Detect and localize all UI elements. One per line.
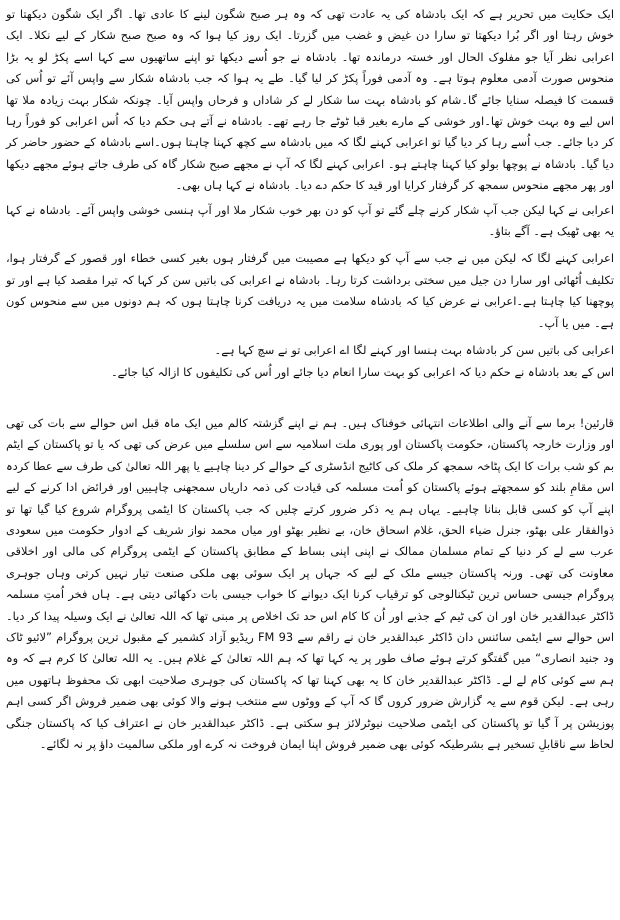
story-section — [6, 4, 614, 383]
section-gap — [6, 383, 614, 413]
story-paragraph-omen-reply: اعرابی نے کہا لیکن جب آپ شکار کرنے چلے گئے تو آپ کو دن بھر خوب شکار ملا اور آپ ہنسی خوشی واپس آئے۔ بادشاہ نے کہا یہ بھی ٹھیک ہے۔ آگے بتاؤ۔ — [6, 202, 614, 239]
column-paragraph-body: قارئین! برما سے آنے والی اطلاعات انتہائی خوفناک ہیں۔ ہم نے اپنے گزشتہ کالم میں ایک ماہ قبل اس حوالے سے بات کی تھی اور وزارت خارجہ پاکستان، حکومت پاکستان اور پوری ملت اسلامیہ سے اس سلسلے میں عرض کی تھی کہ یا تو پاکستان کے ایٹم بم کو شب برات کا ایک پٹاخہ سمجھ کر ملک کی کاٹیج انڈسٹری کے حوالے کر دینا چاہیے یا پھر اللہ تعالیٰ کی طرف سے عطا کردہ اس مقامِ بلند کو سمجھتے ہوئے پاکستان کو اُمت مسلمہ کی قیادت کی ذمہ داریاں سمجھنی چاہییں اور فرائض ادا کرنے کے لیے اپنے آپ کو کسی قابل بنانا چاہیے۔ یہاں ہم یہ ذکر ضرور کرتے چلیں کہ جب پاکستان کا ایٹمی پروگرام شروع کیا گیا تھا تو ذوالفقار علی بھٹو، جنرل ضیاء الحق، غلام اسحاق خان، بے نظیر بھٹو اور میاں محمد نواز شریف کے ادوار حکومت میں سعودی عرب سے لے کر دنیا کے تمام مسلمان ممالک نے اپنی اپنی بساط کے مطابق پاکستان کے ایٹمی پروگرام کی مالی اور اخلاقی معاونت کی تھی۔ ورنہ پاکستان جیسے ملک کے لیے کہ جہاں پر ایک سوئی بھی ملکی صنعت تیار نہیں کرتی وہاں جوہری پروگرام جیسی حساس ترین ٹیکنالوجی کو ترقیاب کرنا ایک دیوانے کا خواب جیسی بات دکھائی دیتی ہے۔ ہاں فخر اُمتِ مسلمہ ڈاکٹر عبدالقدیر خان اور ان کی ٹیم کے جذبے اور اُن کا کام اس حد تک اخلاص پر مبنی تھا کہ اللہ تعالیٰ نے ایک وسیلہ پیدا کر دیا۔ اس حوالے سے ایٹمی سائنس دان ڈاکٹر عبدالقدیر خان نے راقم سے FM 93 ریڈیو آزاد کشمیر کے مقبول ترین پروگرام ”لائیو ٹاک ود جنید انصاری“ میں گفتگو کرتے ہوئے صاف طور پر یہ کہا تھا کہ ہم اللہ تعالیٰ کے غلام ہیں۔ یہ اللہ تعالیٰ کا کرم ہے کہ وہ ہم سے کوئی کام لے لے۔ ڈاکٹر عبدالقدیر خان کا یہ بھی کہنا تھا کہ پاکستان کی جوہری صلاحیت ابھی تک محفوظ ہاتھوں میں رہی ہے۔ لیکن قوم سے یہ گزارش ضرور کروں گا کہ آپ کے ووٹوں سے منتخب ہونے والا کوئی بھی ضمیر فروش اگر کسی اہم پوزیشن پر آ گیا تو پاکستان کی ایٹمی صلاحیت نیوٹرلائز ہو سکتی ہے۔ ڈاکٹر عبدالقدیر خان نے اعتراف کیا کہ پاکستان جنگی لحاظ سے ناقابلِ تسخیر ہے بشرطیکہ کوئی بھی ضمیر فروش اپنا ایمان فروخت نہ کرے اور ملکی سالمیت داؤ پر نہ لگائے۔ — [6, 415, 614, 751]
story-paragraph-question: اعرابی کہنے لگا کہ لیکن میں نے جب سے آپ کو دیکھا ہے مصیبت میں گرفتار ہوں بغیر کسی خطاء اور قصور کے گرفتار ہوا، تکلیف اُٹھائی اور سارا دن جیل میں سختی برداشت کرتا رہا۔ بادشاہ نے اعرابی کی باتیں سن کر کہا کہ تیرا مقصد کیا ہے اور تو پوچھنا کیا چاہتا ہے۔اعرابی نے عرض کیا کہ بادشاہ سلامت میں یہ دریافت کرنا چاہتا ہوں کہ ہم دونوں میں سے منحوس کون ہے۔ میں یا آپ۔ — [6, 251, 614, 330]
column-section — [6, 413, 614, 756]
story-paragraph-reward: اس کے بعد بادشاہ نے حکم دیا کہ اعرابی کو بہت سارا انعام دیا جائے اور اُس کی تکلیفوں کا ازالہ کیا جائے۔ — [110, 364, 614, 379]
story-paragraph-king-laughs: اعرابی کی باتیں سن کر بادشاہ بہت ہنسا اور کہنے لگا اے اعرابی تو نے سچ کہا ہے۔ — [214, 343, 614, 358]
story-paragraph-intro: ایک حکایت میں تحریر ہے کہ ایک بادشاہ کی یہ عادت تھی کہ وہ ہر صبح شگون لینے کا عادی تھا۔ اگر ایک شگون دیکھتا تو خوش رہتا اور اگر بُرا دیکھتا تو سارا دن غیض و غضب میں گزرتا۔ ایک روز کیا ہوا کہ وہ صبح صبح شکار کے لیے نکلا۔ ایک اعرابی نظر آیا جو مفلوک الحال اور خستہ درماندہ تھا۔ بادشاہ نے جو اُسے دیکھا تو اپنے ساتھیوں سے کہا اسے پکڑ لو یہ بڑا منحوس صورت آدمی معلوم ہوتا ہے۔ وہ آدمی فوراً پکڑ کر لیا گیا۔ طے یہ ہوا کہ جب بادشاہ شکار سے واپس آئے تو اُس کی قسمت کا فیصلہ سنایا جائے گا۔شام کو بادشاہ بہت سا شکار لے کر شاداں و فرحاں واپس آیا۔ چونکہ شکار بہت زیادہ ملا تھا اس لیے وہ بہت خوش تھا۔اور خوشی کے مارے بغیر قبا ٹوٹے جا رہے تھے۔ بادشاہ نے آتے ہی حکم دیا کہ اُس اعرابی کو فوراً رہا کر دیا جائے۔ جب اُسے رہا کر دیا گیا تو اعرابی کہنے لگا کہ میں بادشاہ سے کچھ کہنا چاہتا ہوں۔اسے بادشاہ کے حضور حاضر کر دیا گیا۔ بادشاہ نے پوچھا بولو کیا کہنا چاہتے ہو۔ اعرابی کہنے لگا کہ آپ نے مجھے صبح شکار گاہ کی طرف جاتے ہوئے مجھے دیکھا اور پھر مجھے منحوس سمجھ کر گرفتار کرایا اور قید کا حکم دے دیا۔ بادشاہ نے کہا ہاں بھی۔ — [6, 7, 614, 193]
